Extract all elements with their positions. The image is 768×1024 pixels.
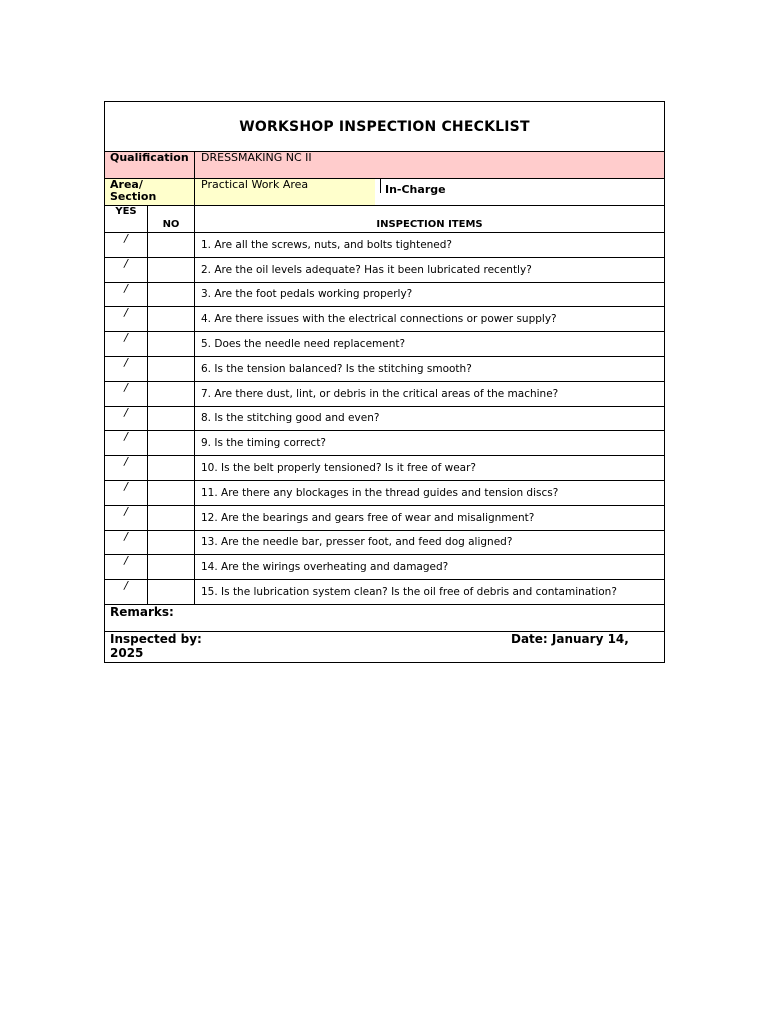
yes-cell: / xyxy=(105,431,148,455)
inspection-item-text: 12. Are the bearings and gears free of wear and misalignment? xyxy=(201,511,535,524)
table-row xyxy=(105,283,664,308)
no-cell xyxy=(148,506,195,530)
header-yes xyxy=(105,206,148,232)
yes-cell: / xyxy=(105,332,148,356)
area-label: Area/ Section xyxy=(105,179,195,205)
no-cell xyxy=(148,332,195,356)
qualification-value: DRESSMAKING NC II xyxy=(201,151,312,164)
yes-cell: / xyxy=(105,506,148,530)
table-row xyxy=(105,431,664,456)
no-cell xyxy=(148,233,195,257)
yes-cell: / xyxy=(105,531,148,555)
no-cell xyxy=(148,431,195,455)
inspection-item-text: 4. Are there issues with the electrical connections or power supply? xyxy=(201,313,557,326)
qualification-label: Qualification xyxy=(105,152,195,178)
inspection-item-text: 15. Is the lubrication system clean? Is the oil free of debris and contamination? xyxy=(201,586,617,599)
no-cell xyxy=(148,357,195,381)
table-row xyxy=(105,407,664,432)
header-no: NO xyxy=(148,206,195,232)
yes-cell: / xyxy=(105,258,148,282)
inspection-item-text: 5. Does the needle need replacement? xyxy=(201,338,406,351)
no-cell xyxy=(148,555,195,579)
inspection-item-text: 1. Are all the screws, nuts, and bolts tightened? xyxy=(201,238,453,251)
no-cell xyxy=(148,580,195,604)
qualification-row xyxy=(105,152,664,179)
yes-cell: / xyxy=(105,357,148,381)
table-row xyxy=(105,307,664,332)
no-cell xyxy=(148,382,195,406)
table-row xyxy=(105,233,664,258)
yes-cell: / xyxy=(105,382,148,406)
inspected-by-label: Inspected by: xyxy=(110,631,202,646)
table-row xyxy=(105,357,664,382)
table-row xyxy=(105,555,664,580)
inspection-items xyxy=(105,233,664,605)
area-value: Practical Work Area xyxy=(195,179,375,205)
table-row xyxy=(105,258,664,283)
date-year: 2025 xyxy=(110,645,144,660)
remarks-label: Remarks: xyxy=(110,604,174,619)
no-cell xyxy=(148,307,195,331)
header-items: INSPECTION ITEMS xyxy=(376,219,483,230)
inspection-item-text: 6. Is the tension balanced? Is the stitching smooth? xyxy=(201,362,472,375)
no-cell xyxy=(148,531,195,555)
yes-cell: / xyxy=(105,307,148,331)
inspection-item-text: 14. Are the wirings overheating and damaged? xyxy=(201,561,449,574)
yes-cell: / xyxy=(105,456,148,480)
inspection-checklist xyxy=(104,101,665,663)
yes-cell: / xyxy=(105,233,148,257)
inspection-item-text: 8. Is the stitching good and even? xyxy=(201,412,380,425)
table-row xyxy=(105,531,664,556)
inspection-item-text: 3. Are the foot pedals working properly? xyxy=(201,288,413,301)
table-row xyxy=(105,332,664,357)
yes-cell: / xyxy=(105,580,148,604)
table-row xyxy=(105,382,664,407)
table-header xyxy=(105,206,664,233)
remarks-row xyxy=(105,605,664,632)
date-label: Date: January 14, xyxy=(511,631,629,646)
inspection-item-text: 2. Are the oil levels adequate? Has it been lubricated recently? xyxy=(201,263,532,276)
inspection-item-text: 10. Is the belt properly tensioned? Is it free of wear? xyxy=(201,462,476,475)
table-row xyxy=(105,481,664,506)
yes-cell: / xyxy=(105,283,148,307)
footer-row xyxy=(105,632,664,662)
inspection-item-text: 11. Are there any blockages in the thread guides and tension discs? xyxy=(201,486,559,499)
no-cell xyxy=(148,258,195,282)
table-row xyxy=(105,506,664,531)
table-row xyxy=(105,580,664,605)
inspection-item-text: 9. Is the timing correct? xyxy=(201,437,327,450)
no-cell xyxy=(148,481,195,505)
header-yes-text: YES xyxy=(115,206,137,217)
yes-cell: / xyxy=(105,555,148,579)
incharge-label: In-Charge xyxy=(385,183,446,196)
no-cell xyxy=(148,407,195,431)
no-cell xyxy=(148,456,195,480)
yes-cell: / xyxy=(105,407,148,431)
table-row xyxy=(105,456,664,481)
inspection-item-text: 7. Are there dust, lint, or debris in the critical areas of the machine? xyxy=(201,387,559,400)
yes-cell: / xyxy=(105,481,148,505)
inspection-item-text: 13. Are the needle bar, presser foot, and feed dog aligned? xyxy=(201,536,513,549)
area-row xyxy=(105,179,664,206)
document-title: WORKSHOP INSPECTION CHECKLIST xyxy=(105,102,664,152)
no-cell xyxy=(148,283,195,307)
